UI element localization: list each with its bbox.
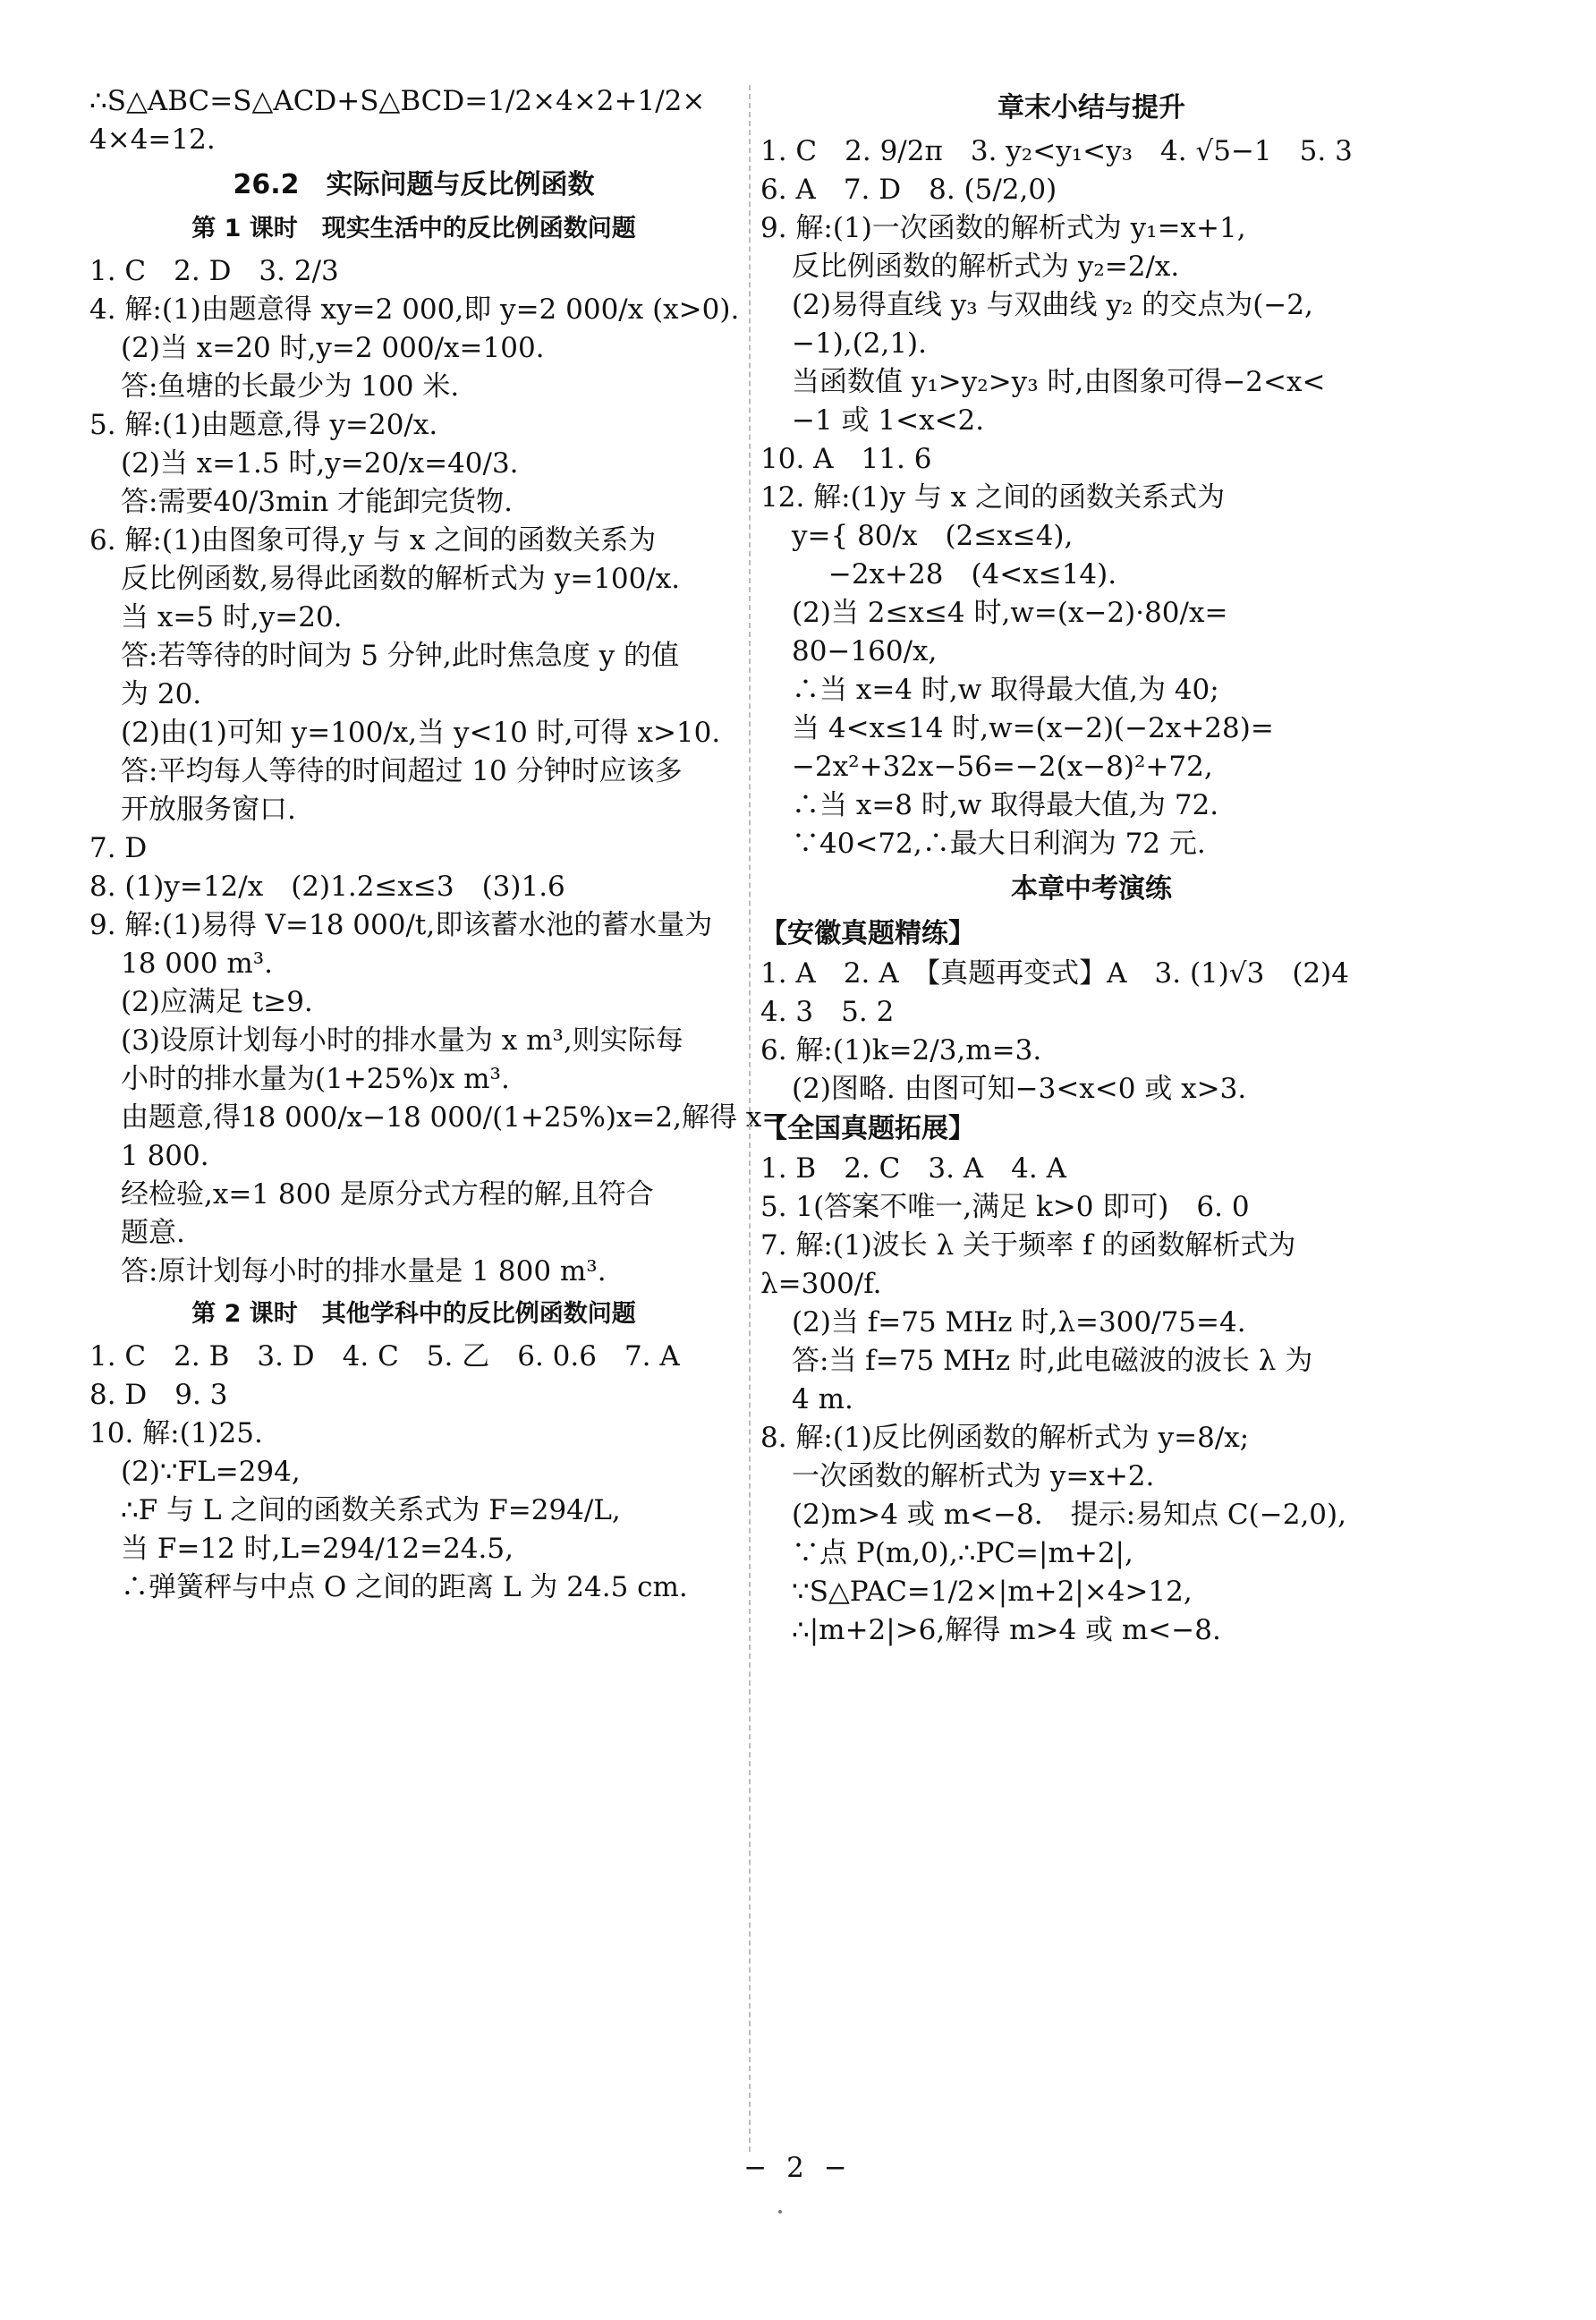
answer-line: 开放服务窗口. <box>121 794 296 826</box>
section-title: 26.2 实际问题与反比例函数 <box>233 169 595 200</box>
answer-line: ∴当 x=4 时,w 取得最大值,为 40; <box>792 674 1219 706</box>
answer-line: 小时的排水量为(1+25%)x m³. <box>121 1063 510 1095</box>
section-title: 本章中考演练 <box>1011 873 1172 905</box>
answer-line: 1. C 2. D 3. 2/3 <box>89 255 339 287</box>
answer-line: 一次函数的解析式为 y=x+2. <box>792 1460 1155 1492</box>
right-column <box>760 82 1422 1650</box>
answer-line: 当 4<x≤14 时,w=(x−2)(−2x+28)= <box>792 712 1274 744</box>
answer-line: 1 800. <box>121 1140 209 1172</box>
answer-line: y={ 80/x (2≤x≤4), <box>792 520 1074 552</box>
answer-line: (2)m>4 或 m<−8. 提示:易知点 C(−2,0), <box>792 1499 1346 1531</box>
column-divider <box>749 85 751 2152</box>
answer-line: 题意. <box>121 1217 185 1249</box>
answer-line: (2)易得直线 y₃ 与双曲线 y₂ 的交点为(−2, <box>792 289 1313 321</box>
answer-line: −1 或 1<x<2. <box>792 404 985 437</box>
bracket-heading: 【全国真题拓展】 <box>760 1113 975 1144</box>
answer-line: 由题意,得18 000/x−18 000/(1+25%)x=2,解得 x= <box>121 1101 785 1134</box>
answer-line: 7. 解:(1)波长 λ 关于频率 f 的函数解析式为 <box>760 1229 1296 1262</box>
answer-line: 7. D <box>89 832 148 864</box>
answer-line: 为 20. <box>121 678 202 710</box>
answer-line: 9. 解:(1)一次函数的解析式为 y₁=x+1, <box>760 212 1246 244</box>
answer-line: 10. A 11. 6 <box>760 443 932 475</box>
answer-line: (2)由(1)可知 y=100/x,当 y<10 时,可得 x>10. <box>121 717 721 749</box>
answer-line: 答:鱼塘的长最少为 100 米. <box>121 370 460 403</box>
section-title: 章末小结与提升 <box>998 92 1185 123</box>
answer-line: 8. 解:(1)反比例函数的解析式为 y=8/x; <box>760 1422 1250 1454</box>
answer-line: 1. C 2. B 3. D 4. C 5. 乙 6. 0.6 7. A <box>89 1340 680 1372</box>
answer-line: ∵S△PAC=1/2×|m+2|×4>12, <box>792 1576 1193 1608</box>
left-column <box>89 82 785 1607</box>
page-number: − 2 − <box>743 2152 853 2184</box>
answer-line: 4. 解:(1)由题意得 xy=2 000,即 y=2 000/x (x>0). <box>89 293 740 326</box>
answer-line: λ=300/f. <box>760 1268 882 1300</box>
answer-line: 5. 解:(1)由题意,得 y=20/x. <box>89 409 438 441</box>
answer-line: 9. 解:(1)易得 V=18 000/t,即该蓄水池的蓄水量为 <box>89 909 713 941</box>
answer-line: ∴F 与 L 之间的函数关系式为 F=294/L, <box>121 1494 621 1526</box>
answer-line: 80−160/x, <box>792 635 938 667</box>
answer-line: (3)设原计划每小时的排水量为 x m³,则实际每 <box>121 1024 683 1057</box>
answer-line: ∴|m+2|>6,解得 m>4 或 m<−8. <box>792 1614 1221 1646</box>
answer-line: ∴弹簧秤与中点 O 之间的距离 L 为 24.5 cm. <box>121 1571 688 1603</box>
answer-line: ∴S△ABC=S△ACD+S△BCD=1/2×4×2+1/2× <box>89 85 706 117</box>
answer-line: 8. D 9. 3 <box>89 1379 228 1411</box>
answer-line: 6. 解:(1)k=2/3,m=3. <box>760 1034 1042 1067</box>
answer-line: −2x+28 (4<x≤14). <box>792 558 1117 591</box>
answer-line: 4×4=12. <box>89 123 216 156</box>
answer-line: 10. 解:(1)25. <box>89 1417 263 1449</box>
lesson-title: 第 2 课时 其他学科中的反比例函数问题 <box>191 1300 636 1328</box>
answer-line: 反比例函数的解析式为 y₂=2/x. <box>792 251 1180 283</box>
answer-line: 1. B 2. C 3. A 4. A <box>760 1152 1066 1185</box>
answer-line: (2)应满足 t≥9. <box>121 986 313 1018</box>
answer-line: 8. (1)y=12/x (2)1.2≤x≤3 (3)1.6 <box>89 871 565 903</box>
answer-line: −1),(2,1). <box>792 327 927 360</box>
answer-line: 6. 解:(1)由图象可得,y 与 x 之间的函数关系为 <box>89 524 657 557</box>
answer-line: −2x²+32x−56=−2(x−8)²+72, <box>792 751 1213 783</box>
answer-line: 6. A 7. D 8. (5/2,0) <box>760 174 1057 206</box>
lesson-title: 第 1 课时 现实生活中的反比例函数问题 <box>191 215 636 242</box>
answer-line: 当函数值 y₁>y₂>y₃ 时,由图象可得−2<x< <box>792 366 1326 398</box>
answer-line: (2)当 x=1.5 时,y=20/x=40/3. <box>121 447 519 480</box>
answer-line: (2)∵FL=294, <box>121 1456 301 1488</box>
answer-line: 当 F=12 时,L=294/12=24.5, <box>121 1533 514 1565</box>
answer-line: 答:当 f=75 MHz 时,此电磁波的波长 λ 为 <box>792 1345 1313 1377</box>
bracket-heading: 【安徽真题精练】 <box>760 918 975 949</box>
answer-line: 经检验,x=1 800 是原分式方程的解,且符合 <box>121 1178 654 1211</box>
answer-line: 当 x=5 时,y=20. <box>121 601 343 633</box>
answer-line: 答:平均每人等待的时间超过 10 分钟时应该多 <box>121 755 683 787</box>
answer-line: 反比例函数,易得此函数的解析式为 y=100/x. <box>121 563 681 595</box>
answer-line: 18 000 m³. <box>121 948 274 980</box>
answer-line: 答:若等待的时间为 5 分钟,此时焦急度 y 的值 <box>121 640 679 672</box>
answer-line: (2)当 2≤x≤4 时,w=(x−2)·80/x= <box>792 597 1228 629</box>
scan-dot <box>778 2210 782 2214</box>
answer-line: (2)当 f=75 MHz 时,λ=300/75=4. <box>792 1306 1246 1338</box>
answer-line: 答:需要40/3min 才能卸完货物. <box>121 486 514 518</box>
answer-line: ∴当 x=8 时,w 取得最大值,为 72. <box>792 789 1219 821</box>
answer-line: (2)当 x=20 时,y=2 000/x=100. <box>121 332 545 364</box>
answer-line: 1. C 2. 9/2π 3. y₂<y₁<y₃ 4. √5−1 5. 3 <box>760 135 1353 167</box>
answer-line: ∵点 P(m,0),∴PC=|m+2|, <box>792 1537 1133 1569</box>
answer-line: 12. 解:(1)y 与 x 之间的函数关系式为 <box>760 481 1226 514</box>
answer-line: ∵40<72,∴最大日利润为 72 元. <box>792 828 1206 860</box>
answer-line: 4. 3 5. 2 <box>760 996 895 1028</box>
answer-line: (2)图略. 由图可知−3<x<0 或 x>3. <box>792 1073 1247 1105</box>
answer-line: 5. 1(答案不唯一,满足 k>0 即可) 6. 0 <box>760 1191 1250 1223</box>
answer-line: 1. A 2. A 【真题再变式】A 3. (1)√3 (2)4 <box>760 957 1349 990</box>
answer-line: 答:原计划每小时的排水量是 1 800 m³. <box>121 1255 607 1287</box>
answer-line: 4 m. <box>792 1383 853 1415</box>
